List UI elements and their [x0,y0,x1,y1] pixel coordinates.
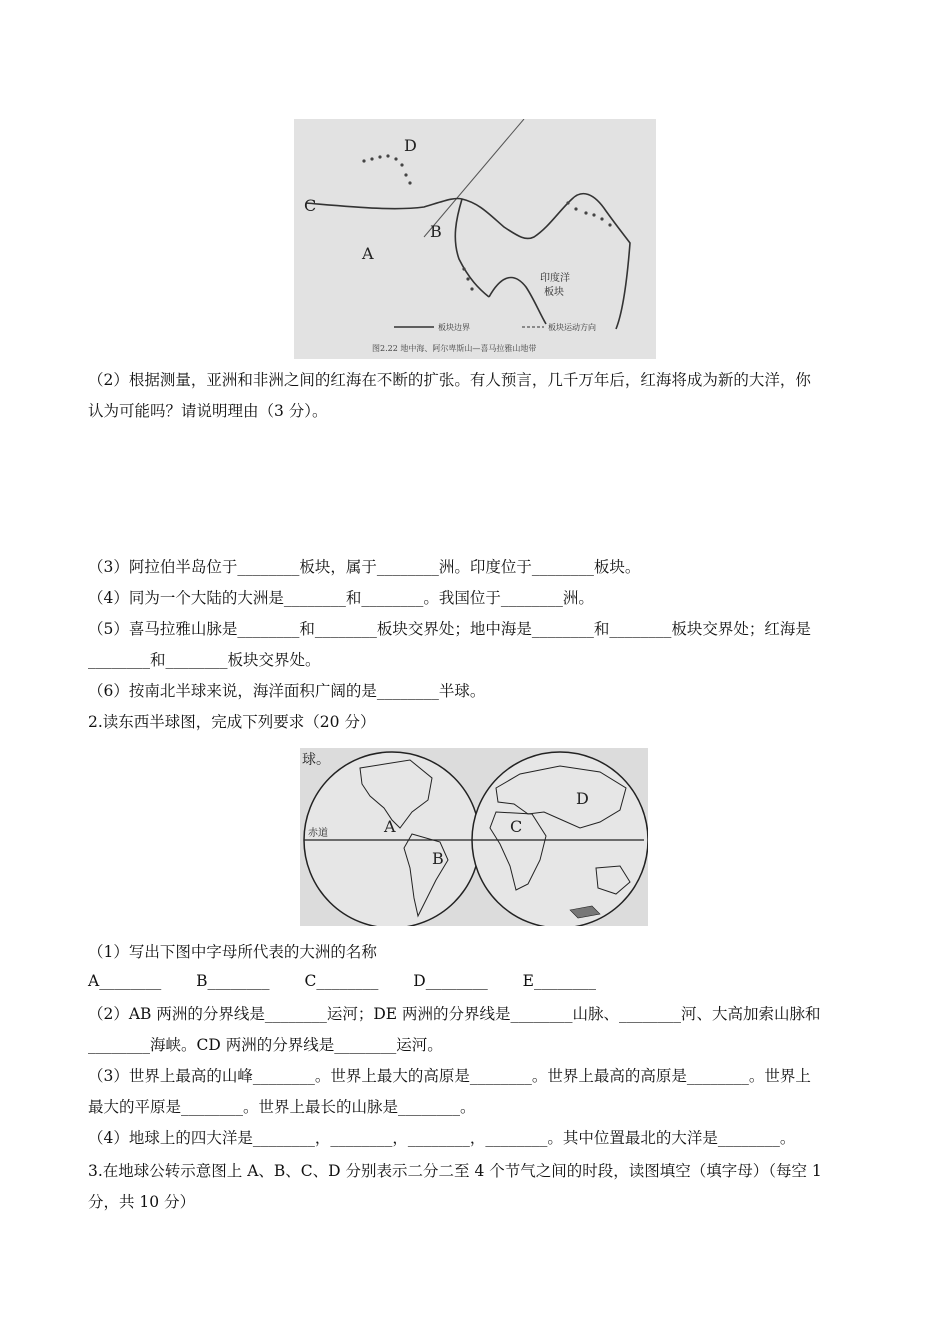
q1-p5-line2: ________和________板块交界处。 [88,651,321,669]
continent-label-a: A [384,817,396,836]
equator-label: 赤道 [308,828,328,839]
answer-c: C________ [304,972,379,990]
continent-label-b: B [432,849,444,868]
plate-label-a: A [362,244,374,263]
q2-p1: （1）写出下图中字母所代表的大洲的名称 [88,943,377,961]
q1-p2-line1: （2）根据测量，亚洲和非洲之间的红海在不断的扩张。有人预言，几千万年后，红海将成为新的大洋，你 [88,371,811,389]
answer-d: D________ [413,972,488,990]
q1-p5-line1: （5）喜马拉雅山脉是________和________板块交界处；地中海是________和________板块交界处；红海是 [88,620,811,638]
plate-map-figure [294,119,656,359]
q1-p6: （6）按南北半球来说，海洋面积广阔的是________半球。 [88,682,486,700]
continent-label-d: D [576,789,589,808]
answer-a: A________ [88,972,162,990]
q3-line1: 3.在地球公转示意图上 A、B、C、D 分别表示二分二至 4 个节气之间的时段，读图填空（填字母）（每空 1 [88,1162,822,1180]
plate-label-b: B [430,222,442,241]
q2-p2-line1: （2）AB 两洲的分界线是________运河；DE 两洲的分界线是________山脉、________河、大高加索山脉和 [88,1005,821,1023]
legend-motion: 板块运动方向 [548,323,596,332]
q2-p4: （4）地球上的四大洋是________，________，________，________。其中位置最北的大洋是________。 [88,1129,796,1147]
hemisphere-corner-text: 球。 [302,752,330,768]
q1-p4: （4）同为一个大陆的大洲是________和________。我国位于________洲。 [88,589,594,607]
figure1-caption: 图2.22 地中海、阿尔卑斯山—喜马拉雅山地带 [372,344,537,353]
legend-boundary: 板块边界 [438,323,470,332]
q2-title: 2.读东西半球图，完成下列要求（20 分） [88,713,376,731]
q2-p2-line2: ________海峡。CD 两洲的分界线是________运河。 [88,1036,443,1054]
answer-e: E________ [522,972,596,990]
q2-p3-line1: （3）世界上最高的山峰________。世界上最大的高原是________。世界上最高的高原是________。世界上 [88,1067,811,1085]
answer-b: B________ [196,972,270,990]
q2-p3-line2: 最大的平原是________。世界上最长的山脉是________。 [88,1098,476,1116]
indian-plate-label-1: 印度洋 [540,273,570,284]
q1-p2-line2: 认为可能吗？请说明理由（3 分）。 [88,402,328,420]
plate-label-c: C [304,196,317,215]
q3-line2: 分，共 10 分） [88,1193,196,1211]
hemisphere-map-figure [300,748,648,926]
q2-answer-row [88,972,626,990]
plate-label-d: D [404,136,417,155]
q1-p3: （3）阿拉伯半岛位于________板块，属于________洲。印度位于________板块。 [88,558,641,576]
indian-plate-label-2: 板块 [544,287,564,298]
continent-label-c: C [510,817,523,836]
